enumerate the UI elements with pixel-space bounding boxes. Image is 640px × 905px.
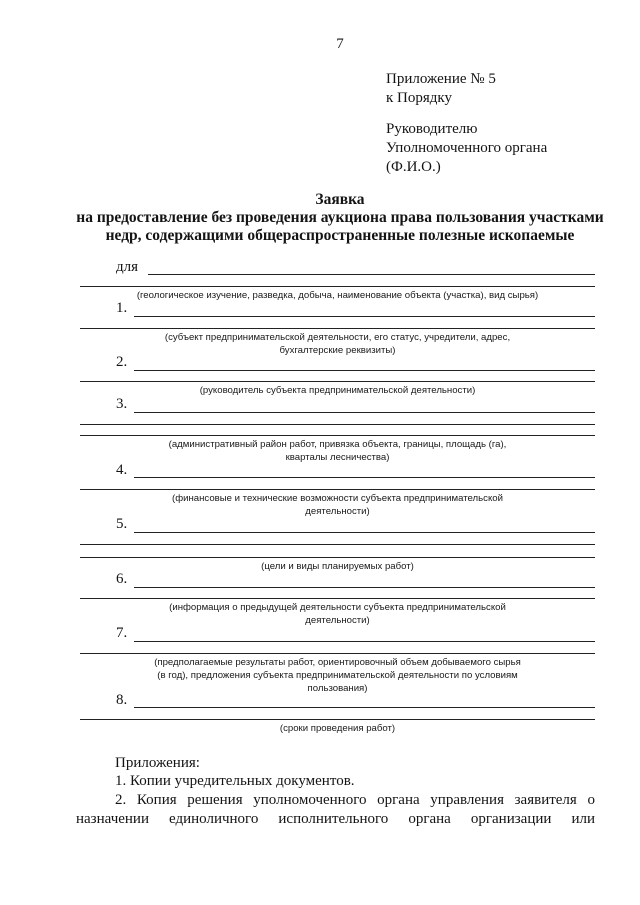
field-8-input-line-2[interactable] [80, 719, 595, 720]
field-8-input-line[interactable] [134, 707, 595, 708]
field-7-caption-3: пользования) [307, 683, 368, 694]
field-1-number: 1. [116, 300, 128, 316]
field-7-number: 7. [116, 625, 128, 641]
field-3-input-line-3[interactable] [80, 435, 595, 436]
field-2-caption: (руководитель субъекта предпринимательской деятельности) [199, 385, 476, 396]
field-4-number: 4. [116, 462, 128, 478]
field-7-caption-1: (предполагаемые результаты работ, ориентировочный объем добываемого сырья [154, 657, 521, 668]
field-1-caption-1: (субъект предпринимательской деятельности, его статус, учредители, адрес, [164, 332, 511, 343]
attachment-item-2-line-1: 2. Копия решения уполномоченного органа управления заявителя о [115, 792, 595, 808]
field-3-input-line-2[interactable] [80, 424, 595, 425]
field-4-input-line[interactable] [134, 477, 595, 478]
field-5-input-line-3[interactable] [80, 557, 595, 558]
field-8-number: 8. [116, 692, 128, 708]
field-2-input-line-2[interactable] [80, 381, 595, 382]
field-5-input-line-2[interactable] [80, 544, 595, 545]
field-6-input-line-2[interactable] [80, 598, 595, 599]
field-0-caption: (геологическое изучение, разведка, добыча, наименование объекта (участка), вид сырья) [136, 290, 539, 301]
attachment-item-1: 1. Копии учредительных документов. [115, 773, 355, 789]
field-4-caption-2: деятельности) [305, 506, 370, 517]
for-input-line-2[interactable] [80, 286, 595, 287]
field-6-caption-1: (информация о предыдущей деятельности субъекта предпринимательской [169, 602, 506, 613]
field-2-input-line[interactable] [134, 370, 595, 371]
field-7-input-line[interactable] [134, 641, 595, 642]
attachments-heading: Приложения: [115, 755, 200, 771]
field-5-number: 5. [116, 516, 128, 532]
field-3-caption-1: (административный район работ, привязка объекта, границы, площадь (га), [168, 439, 507, 450]
for-label: для [116, 259, 139, 275]
recipient-line-2: Уполномоченного органа [386, 140, 548, 156]
field-1-input-line[interactable] [134, 316, 595, 317]
title-line-2: на предоставление без проведения аукциона права пользования участками [76, 209, 604, 226]
page-number: 7 [336, 36, 344, 52]
title-line-3: недр, содержащими общераспространенные полезные ископаемые [105, 227, 575, 244]
recipient-line-1: Руководителю [386, 121, 478, 137]
field-5-input-line[interactable] [134, 532, 595, 533]
appendix-line-2: к Порядку [386, 90, 452, 106]
appendix-line-1: Приложение № 5 [386, 71, 496, 87]
recipient-line-3: (Ф.И.О.) [386, 159, 441, 175]
field-3-caption-2: кварталы лесничества) [285, 452, 390, 463]
field-7-input-line-2[interactable] [80, 653, 595, 654]
field-1-caption-2: бухгалтерские реквизиты) [279, 345, 396, 356]
field-3-number: 3. [116, 396, 128, 412]
field-4-caption-1: (финансовые и технические возможности субъекта предпринимательской [172, 493, 503, 504]
field-8-caption: (сроки проведения работ) [279, 723, 396, 734]
attachment-item-2-line-2: назначении единоличного исполнительного органа организации или [76, 811, 595, 827]
for-input-line[interactable] [148, 274, 595, 275]
field-6-caption-2: деятельности) [305, 615, 370, 626]
field-3-input-line[interactable] [134, 412, 595, 413]
field-6-input-line[interactable] [134, 587, 595, 588]
field-6-number: 6. [116, 571, 128, 587]
field-1-input-line-2[interactable] [80, 328, 595, 329]
field-7-caption-2: (в год), предложения субъекта предпринимательской деятельности по условиям [157, 670, 518, 681]
title-line-1: Заявка [315, 191, 365, 208]
field-2-number: 2. [116, 354, 128, 370]
field-4-input-line-2[interactable] [80, 489, 595, 490]
field-5-caption: (цели и виды планируемых работ) [261, 561, 414, 572]
